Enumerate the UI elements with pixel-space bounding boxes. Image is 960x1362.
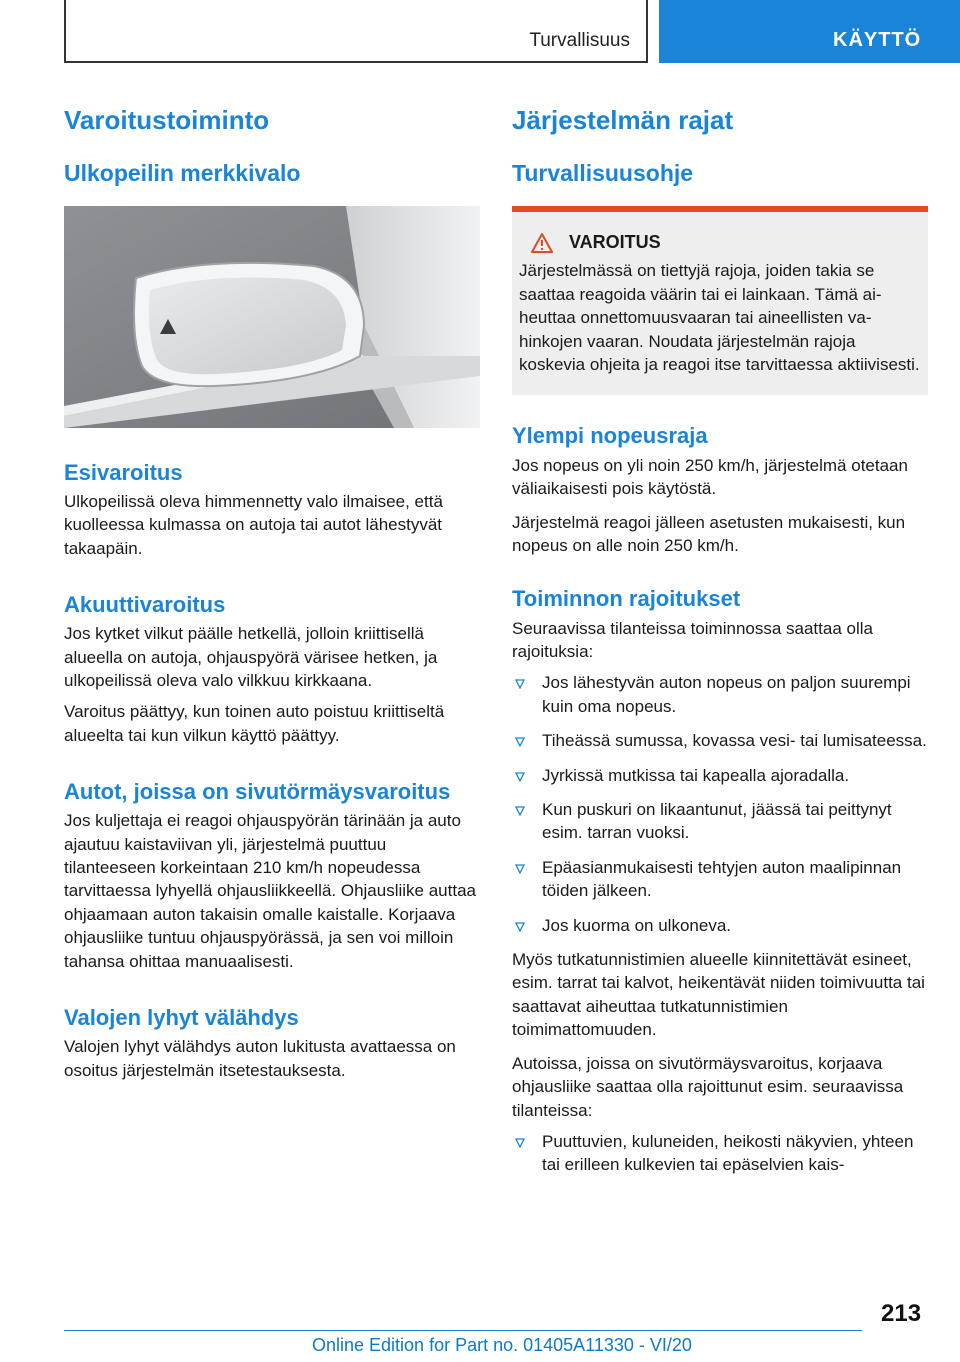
header-section-title: Turvallisuus: [529, 30, 630, 51]
heading-valojen-valahdys: Valojen lyhyt välähdys: [64, 1005, 299, 1031]
sivutormays-text: Jos kuljettaja ei reagoi ohjauspyörän tärinään ja auto ajautuu kaistaviivan yli, järjestelmä puuttuu tilanteeseen korkeintaan 210 km/h nopeudessa tarvittaessa lyhyellä ohjausliikkeellä. Ohjausliike auttaa ohjaamaan auton takaisin omalle kaistalle. Korjaava ohjausliike tuntuu ohjauspyörässä, ja sen voi milloin tahansa ohittaa manuaalisesti.: [64, 811, 476, 971]
sivutormays-limits-text: Autoissa, joissa on sivutörmäysvaroitus, korjaava ohjausliike saattaa olla rajoittunut esim. seuraavissa tilanteissa:: [512, 1053, 904, 1120]
list-item: [512, 798, 928, 845]
esivaroitus-text: Ulkopeilissä oleva himmennetty valo ilmaisee, että kuolleessa kulmassa on autoja tai autot lähestyvät takaapäin.: [64, 492, 443, 558]
list-item: [512, 671, 928, 718]
ylempi-text-2: Järjestelmä reagoi jälleen asetusten mukaisesti, kun nopeus on alle noin 250 km/h.: [512, 512, 906, 556]
side-mirror-illustration: [64, 206, 480, 428]
list-item-text: Jyrkissä mutkissa tai kapealla ajoradalla.: [542, 765, 850, 785]
bullet-triangle-icon: [515, 772, 525, 782]
left-column: [64, 98, 480, 1082]
heading-akuuttivaroitus: Akuuttivaroitus: [64, 592, 226, 618]
list-item-text: Jos kuorma on ulkoneva.: [542, 915, 731, 935]
steering-limitations-list: [512, 1130, 928, 1177]
bullet-triangle-icon: [515, 806, 525, 816]
warning-label: VAROITUS: [569, 232, 661, 252]
header-chapter-label: KÄYTTÖ: [833, 29, 922, 51]
list-item: [512, 856, 928, 903]
bullet-triangle-icon: [515, 864, 525, 874]
warning-text: Järjestelmässä on tiettyjä rajoja, joiden takia se saattaa reagoida väärin tai ei lainkaan. Tämä aiheuttaa onnettomuusvaaran tai aineellisten vahinkojen vaaran. Noudata järjestelmän rajoja koskevia ohjeita ja reagoi itse tarvittaessa aktiivisesti.: [519, 261, 920, 375]
toiminnon-intro: Seuraavissa tilanteissa toiminnossa saattaa olla rajoituksia:: [512, 618, 873, 661]
page-title-left: Varoitustoiminto: [64, 105, 270, 135]
footer-edition: Online Edition for Part no. 01405A11330 - VI/20: [312, 1335, 692, 1355]
akuutti-text-1: Jos kytket vilkut päälle hetkellä, jolloin kriittisellä alueella on autoja, ohjauspyörä värisee hetken, ja ulkopeilissä oleva valo vilkkuu kirkkaana.: [64, 624, 438, 691]
heading-sivutormays: Autot, joissa on sivutörmäysvaroitus: [64, 779, 451, 805]
footer-divider: [64, 1330, 862, 1331]
list-item-text: Kun puskuri on likaantunut, jäässä tai peittynyt esim. tarran vuoksi.: [542, 800, 892, 843]
list-item: [512, 1130, 928, 1177]
list-item-text: Puuttuvien, kuluneiden, heikosti näkyvien, yhteen tai erilleen kulkevien tai epäselvien kais-: [542, 1131, 914, 1175]
list-item-text: Jos lähestyvän auton nopeus on paljon suurempi kuin oma nopeus.: [542, 673, 911, 716]
subtitle-safety-note: Turvallisuusohje: [512, 160, 694, 186]
limitations-list: [512, 671, 928, 937]
ylempi-text-1: Jos nopeus on yli noin 250 km/h, järjestelmä otetaan väliaikaisesti pois käytöstä.: [512, 455, 908, 499]
bullet-triangle-icon: [515, 922, 525, 932]
list-item: [512, 764, 928, 787]
subtitle-mirror-indicator: Ulkopeilin merkkivalo: [64, 160, 301, 186]
right-column: [512, 98, 928, 1188]
list-item: [512, 914, 928, 937]
akuutti-text-2: Varoitus päättyy, kun toinen auto poistuu kriittiseltä alueelta tai kun vilkun käyttö päättyy.: [64, 702, 445, 745]
bullet-triangle-icon: [515, 679, 525, 689]
bullet-triangle-icon: [515, 1138, 525, 1148]
warning-header: [519, 232, 920, 253]
header-chapter-tab[interactable]: [659, 0, 960, 63]
tutka-text: Myös tutkatunnistimien alueelle kiinnitettävät esineet, esim. tarrat tai kalvot, heikentävät niiden toimivuutta tai saattavat aiheuttaa tutkatunnistimien toimimattomuuden.: [512, 950, 925, 1040]
page-title-right: Järjestelmän rajat: [512, 105, 734, 135]
heading-ylempi-nopeusraja: Ylempi nopeusraja: [512, 422, 708, 448]
page-number: 213: [881, 1300, 922, 1327]
heading-toiminnon-rajoitukset: Toiminnon rajoitukset: [512, 585, 741, 611]
list-item-text: Epäasianmukaisesti tehtyjen auton maalipinnan töiden jälkeen.: [542, 857, 902, 901]
warning-box: [512, 206, 928, 395]
list-item-text: Tiheässä sumussa, kovassa vesi- tai lumisateessa.: [542, 731, 927, 751]
valojen-text: Valojen lyhyt välähdys auton lukitusta avattaessa on osoitus järjestelmän itsetestauksesta.: [64, 1037, 456, 1080]
list-item: [512, 729, 928, 752]
warning-triangle-icon: [531, 233, 553, 253]
bullet-triangle-icon: [515, 737, 525, 747]
heading-esivaroitus: Esivaroitus: [64, 460, 183, 485]
